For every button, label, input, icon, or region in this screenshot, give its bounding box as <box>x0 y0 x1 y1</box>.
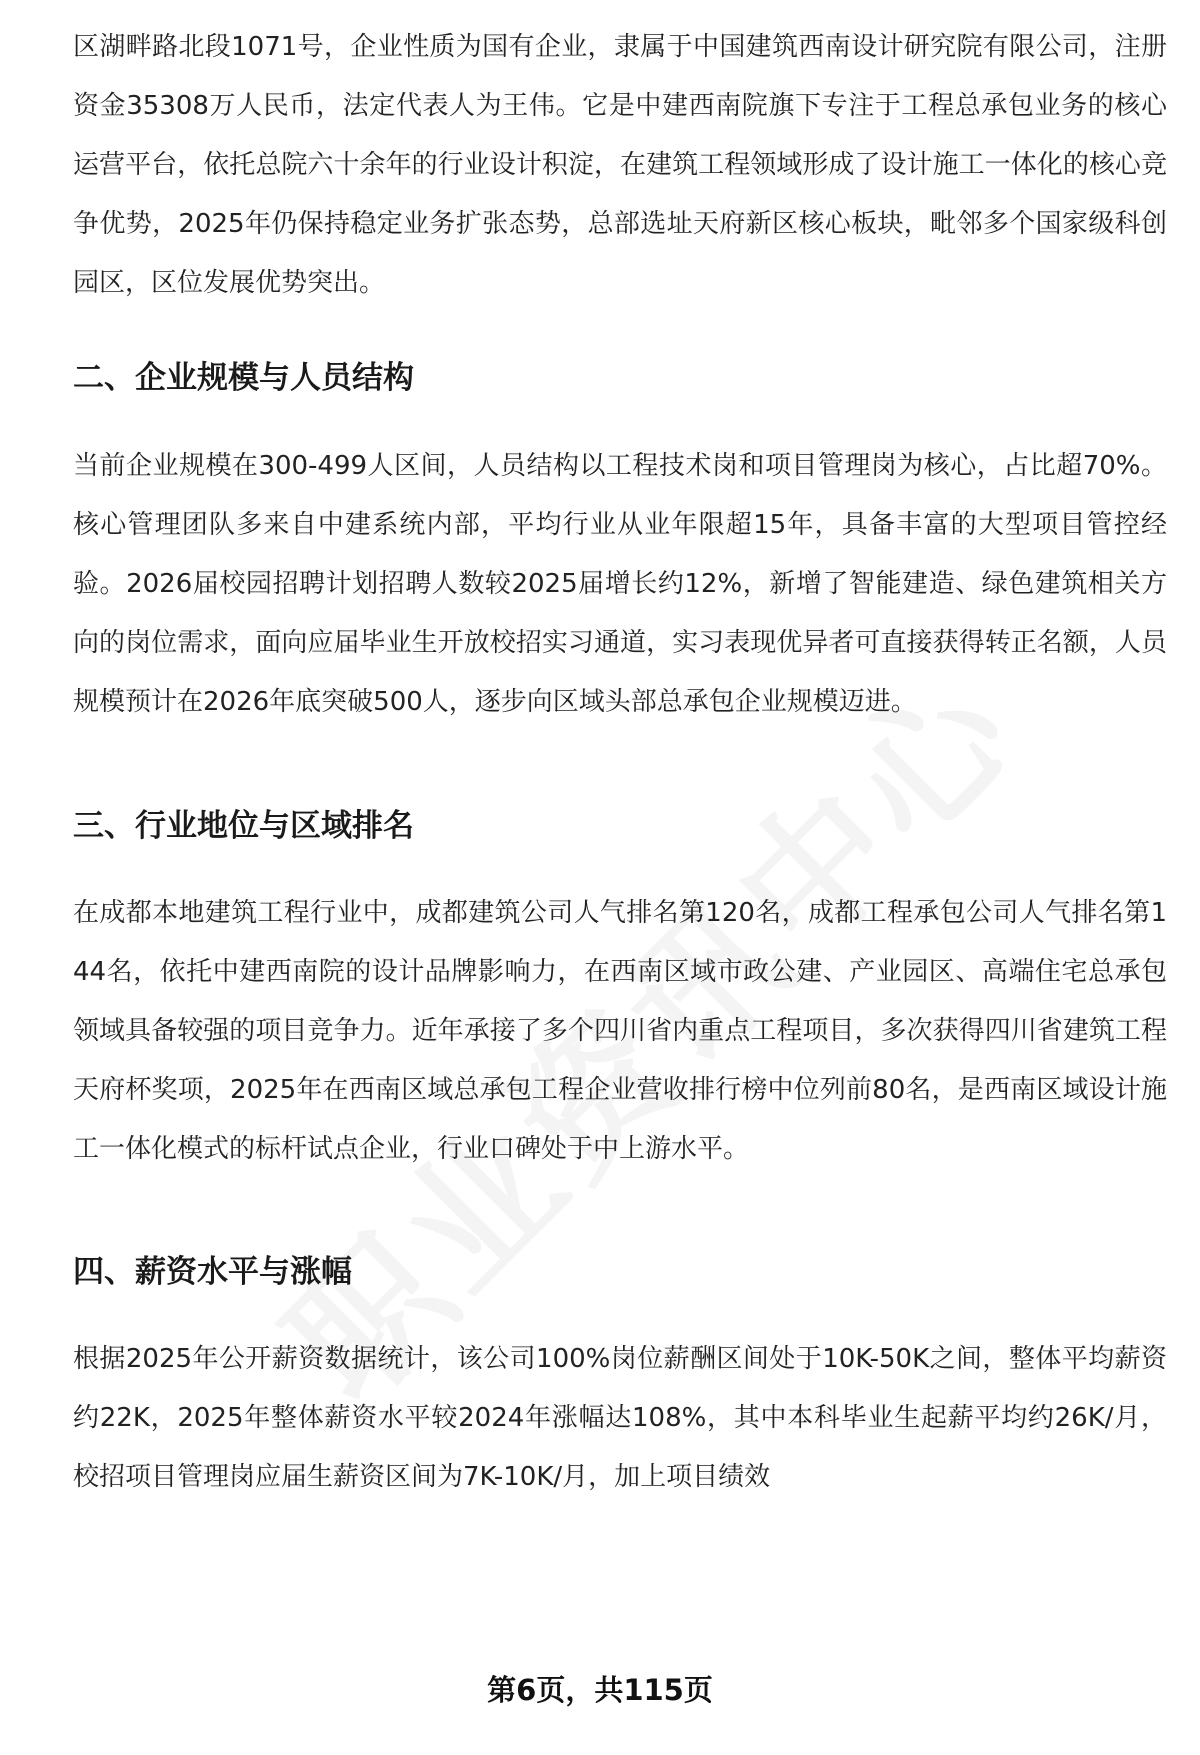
salary-paragraph: 根据2025年公开薪资数据统计，该公司100%岗位薪酬区间处于10K-50K之间，整体平均薪资约22K，2025年整体薪资水平较2024年涨幅达108%，其中本科毕业生起薪平均约26K/月，校招项目管理岗应届生薪资区间为7K-10K/月，加上项目绩效 <box>73 1344 1167 1492</box>
intro-paragraph: 区湖畔路北段1071号，企业性质为国有企业，隶属于中国建筑西南设计研究院有限公司，注册资金35308万人民币，法定代表人为王伟。它是中建西南院旗下专注于工程总承包业务的核心运营平台，依托总院六十余年的行业设计积淀，在建筑工程领域形成了设计施工一体化的核心竞争优势，2025年仍保持稳定业务扩张态势，总部选址天府新区核心板块，毗邻多个国家级科创园区，区位发展优势突出。 <box>73 32 1167 298</box>
page-number-footer: 第6页，共115页 <box>487 1673 713 1707</box>
section-heading-salary: 四、薪资水平与涨幅 <box>73 1254 352 1290</box>
section-heading-scale: 二、企业规模与人员结构 <box>73 360 414 396</box>
section-heading-ranking: 三、行业地位与区域排名 <box>73 808 414 844</box>
scale-paragraph: 当前企业规模在300-499人区间，人员结构以工程技术岗和项目管理岗为核心，占比超70%。核心管理团队多来自中建系统内部，平均行业从业年限超15年，具备丰富的大型项目管控经验。2026届校园招聘计划招聘人数较2025届增长约12%，新增了智能建造、绿色建筑相关方向的岗位需求，面向应届毕业生开放校招实习通道，实习表现优异者可直接获得转正名额，人员规模预计在2026年底突破500人，逐步向区域头部总承包企业规模迈进。 <box>73 451 1167 717</box>
ranking-paragraph: 在成都本地建筑工程行业中，成都建筑公司人气排名第120名，成都工程承包公司人气排名第144名，依托中建西南院的设计品牌影响力，在西南区域市政公建、产业园区、高端住宅总承包领域具备较强的项目竞争力。近年承接了多个四川省内重点工程项目，多次获得四川省建筑工程天府杯奖项，2025年在西南区域总承包工程企业营收排行榜中位列前80名，是西南区域设计施工一体化模式的标杆试点企业，行业口碑处于中上游水平。 <box>73 898 1167 1164</box>
